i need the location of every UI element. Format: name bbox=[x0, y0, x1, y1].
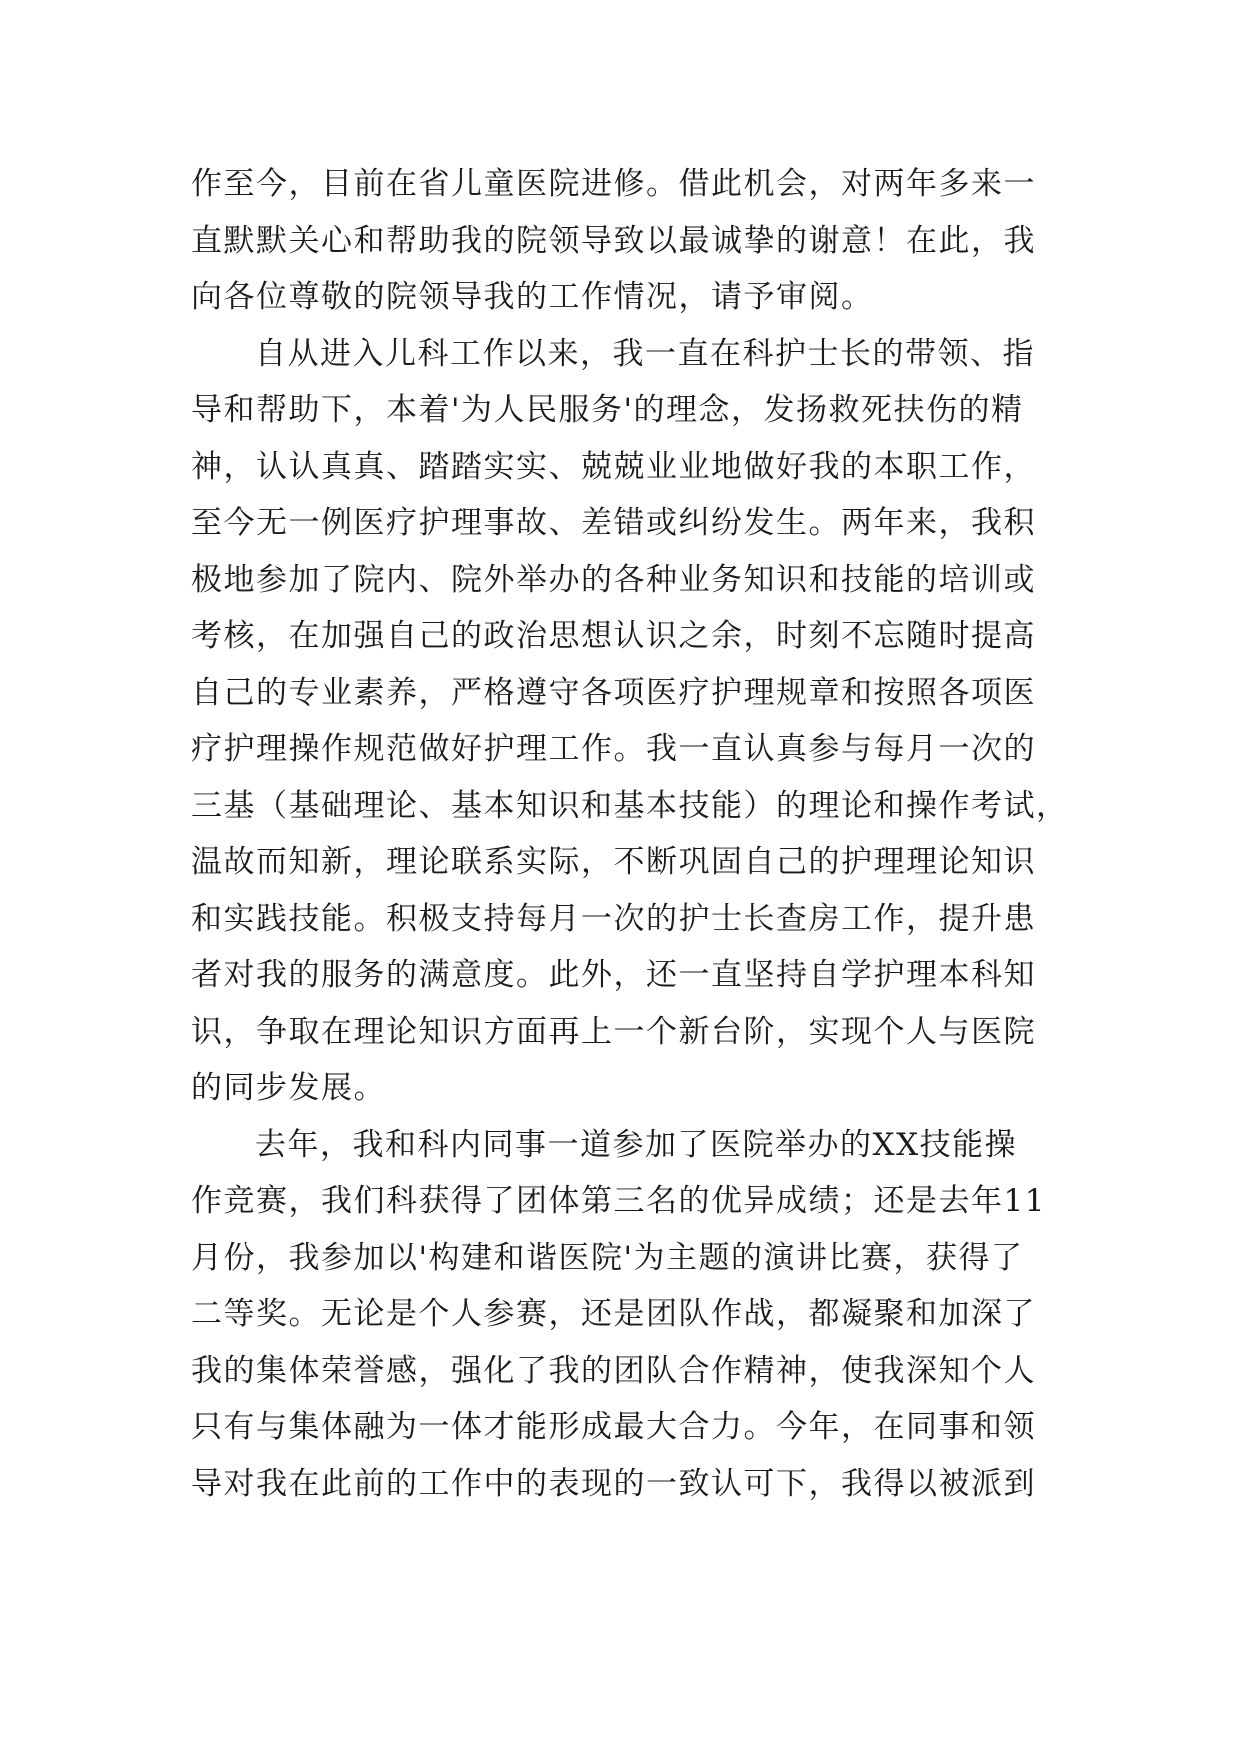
text-line: 神，认认真真、踏踏实实、兢兢业业地做好我的本职工作， bbox=[191, 448, 1036, 485]
text-line: 只有与集体融为一体才能形成最大合力。今年，在同事和领 bbox=[191, 1409, 1036, 1445]
text-line: 识，争取在理论知识方面再上一个新台阶，实现个人与医院 bbox=[191, 1013, 1036, 1050]
text-line: 二等奖。无论是个人参赛，还是团队作战，都凝聚和加深了 bbox=[191, 1296, 1036, 1332]
text-line: 考核，在加强自己的政治思想认识之余，时刻不忘随时提高 bbox=[191, 618, 1036, 654]
text-line: 极地参加了院内、院外举办的各种业务知识和技能的培训或 bbox=[191, 561, 1036, 598]
paragraph-first-line: 自从进入儿科工作以来，我一直在科护士长的带领、指 bbox=[255, 335, 1035, 372]
text-line: 自己的专业素养，严格遵守各项医疗护理规章和按照各项医 bbox=[191, 674, 1036, 711]
text-line: 和实践技能。积极支持每月一次的护士长查房工作，提升患 bbox=[191, 900, 1036, 937]
text-line: 至今无一例医疗护理事故、差错或纠纷发生。两年来，我积 bbox=[191, 505, 1036, 541]
text-line: 疗护理操作规范做好护理工作。我一直认真参与每月一次的 bbox=[191, 731, 1036, 767]
text-line: 的同步发展。 bbox=[191, 1070, 386, 1106]
text-line: 者对我的服务的满意度。此外，还一直坚持自学护理本科知 bbox=[191, 957, 1036, 993]
text-line: 直默默关心和帮助我的院领导致以最诚挚的谢意！在此，我 bbox=[191, 222, 1036, 259]
text-line: 温故而知新，理论联系实际，不断巩固自己的护理理论知识 bbox=[191, 844, 1036, 880]
body-text bbox=[191, 156, 1069, 1512]
text-line: 向各位尊敬的院领导我的工作情况，请予审阅。 bbox=[191, 279, 874, 315]
text-line: 三基（基础理论、基本知识和基本技能）的理论和操作考试， bbox=[191, 787, 1069, 824]
text-line: 作至今，目前在省儿童医院进修。借此机会，对两年多来一 bbox=[191, 166, 1036, 202]
text-line: 作竞赛，我们科获得了团体第三名的优异成绩；还是去年11 bbox=[191, 1183, 1046, 1219]
text-line: 月份，我参加以'构建和谐医院'为主题的演讲比赛，获得了 bbox=[191, 1239, 1024, 1276]
text-line: 我的集体荣誉感，强化了我的团队合作精神，使我深知个人 bbox=[191, 1352, 1036, 1389]
paragraph-first-line: 去年，我和科内同事一道参加了医院举办的XX技能操 bbox=[255, 1126, 1018, 1163]
text-line: 导和帮助下，本着'为人民服务'的理念，发扬救死扶伤的精 bbox=[191, 392, 1024, 428]
text-line: 导对我在此前的工作中的表现的一致认可下，我得以被派到 bbox=[191, 1465, 1036, 1502]
